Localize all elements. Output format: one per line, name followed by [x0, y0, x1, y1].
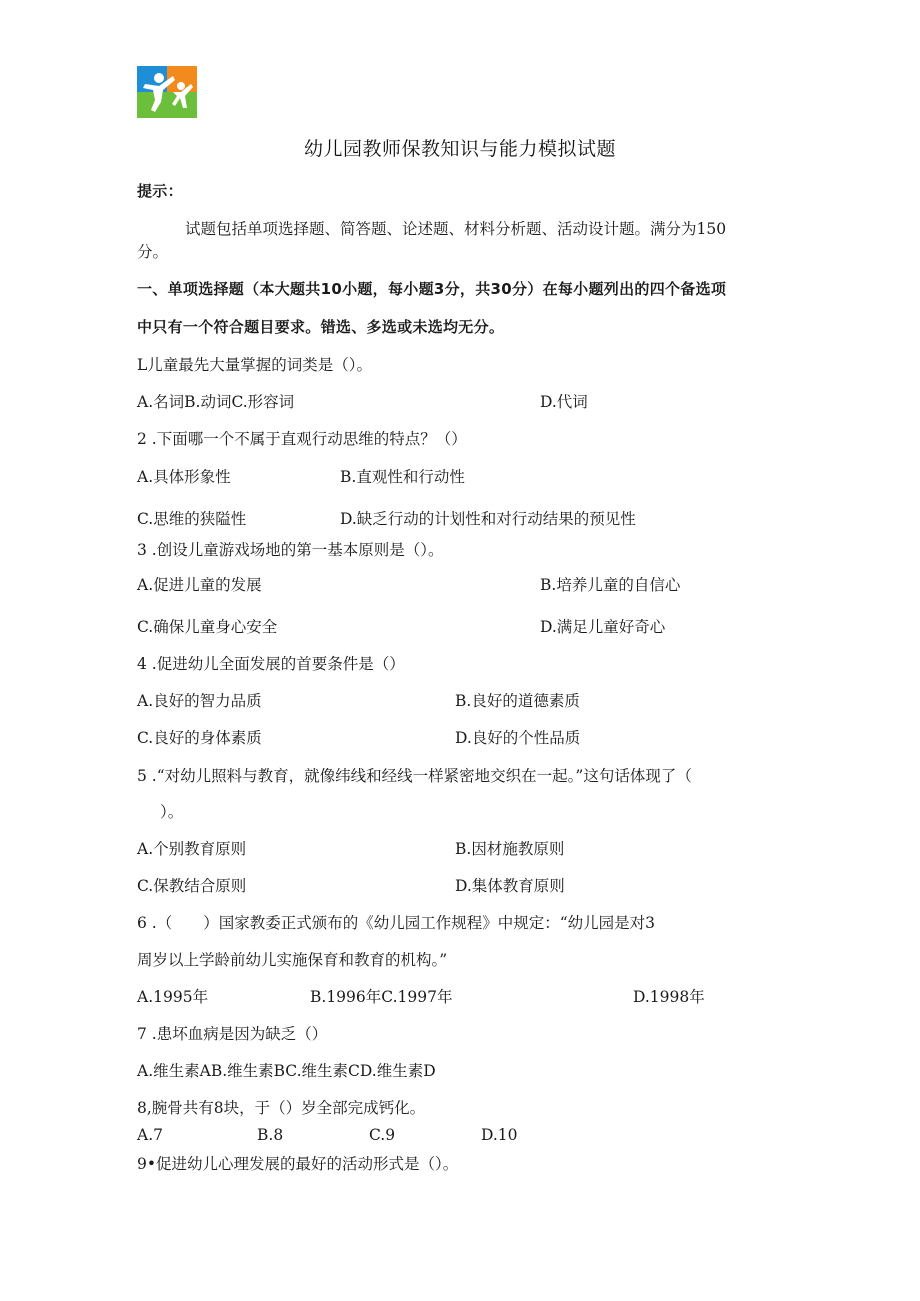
question-1-option: A.名词B.动词C.形容词 — [137, 393, 295, 411]
question-6-option: D.1998年 — [633, 988, 705, 1006]
question-2-option: D.缺乏行动的计划性和对行动结果的预见性 — [340, 510, 636, 528]
question-3-option: D.满足儿童好奇心 — [540, 618, 666, 636]
question-4-option: A.良好的智力品质 — [137, 692, 262, 710]
question-4-option: D.良好的个性品质 — [455, 729, 581, 747]
question-5-option: B.因材施教原则 — [455, 840, 565, 858]
question-7-stem: 7 .患坏血病是因为缺乏（） — [137, 1025, 328, 1043]
question-3-option: C.确保儿童身心安全 — [137, 618, 278, 636]
hint-text-line2: 分。 — [137, 243, 169, 261]
section1-heading-line1: 一、单项选择题（本大题共10小题，每小题3分，共30分）在每小题列出的四个备选项 — [137, 280, 727, 298]
question-5-stem-line1: 5 .“对幼儿照料与教育，就像纬线和经线一样紧密地交织在一起。”这句话体现了（ — [137, 767, 692, 785]
question-1-option: D.代词 — [540, 393, 588, 411]
question-5-option: D.集体教育原则 — [455, 877, 565, 895]
question-2-stem: 2 .下面哪一个不属于直观行动思维的特点？（） — [137, 430, 467, 448]
question-3-option: A.促进儿童的发展 — [137, 576, 262, 594]
question-8-option: D.10 — [481, 1126, 518, 1144]
question-2-option: C.思维的狭隘性 — [137, 510, 247, 528]
question-5-option: A.个别教育原则 — [137, 840, 247, 858]
question-6-option: B.1996年C.1997年 — [310, 988, 453, 1006]
question-2-option: B.直观性和行动性 — [340, 468, 465, 486]
question-8-option: A.7 — [137, 1126, 163, 1144]
question-6-stem-line1: 6 .（ ）国家教委正式颁布的《幼儿园工作规程》中规定：“幼儿园是对3 — [137, 914, 656, 932]
question-8-stem: 8,腕骨共有8块，于（）岁全部完成钙化。 — [137, 1099, 426, 1117]
question-4-stem: 4 .促进幼儿全面发展的首要条件是（） — [137, 655, 405, 673]
question-6-option: A.1995年 — [137, 988, 209, 1006]
question-4-option: C.良好的身体素质 — [137, 729, 262, 747]
question-7-option: A.维生素AB.维生素BC.维生素CD.维生素D — [137, 1062, 436, 1080]
question-2-option: A.具体形象性 — [137, 468, 231, 486]
question-3-option: B.培养儿童的自信心 — [540, 576, 681, 594]
question-4-option: B.良好的道德素质 — [455, 692, 580, 710]
hint-text-line1: 试题包括单项选择题、简答题、论述题、材料分析题、活动设计题。满分为150 — [185, 220, 727, 238]
question-9-stem: 9•促进幼儿心理发展的最好的活动形式是（）。 — [137, 1155, 459, 1173]
question-3-stem: 3 .创设儿童游戏场地的第一基本原则是（）。 — [137, 541, 444, 559]
question-6-stem-line2: 周岁以上学龄前幼儿实施保育和教育的机构。” — [137, 951, 448, 969]
page-title: 幼儿园教师保教知识与能力模拟试题 — [303, 138, 616, 160]
question-5-stem-line2: ）。 — [160, 803, 184, 821]
question-1-stem: L儿童最先大量掌握的词类是（）。 — [137, 356, 373, 374]
section1-heading-line2: 中只有一个符合题目要求。错选、多选或未选均无分。 — [137, 318, 505, 336]
question-5-option: C.保教结合原则 — [137, 877, 247, 895]
question-8-option: B.8 — [257, 1126, 284, 1144]
question-8-option: C.9 — [369, 1126, 396, 1144]
people-logo-icon — [137, 66, 197, 118]
hint-label: 提示： — [137, 182, 183, 200]
